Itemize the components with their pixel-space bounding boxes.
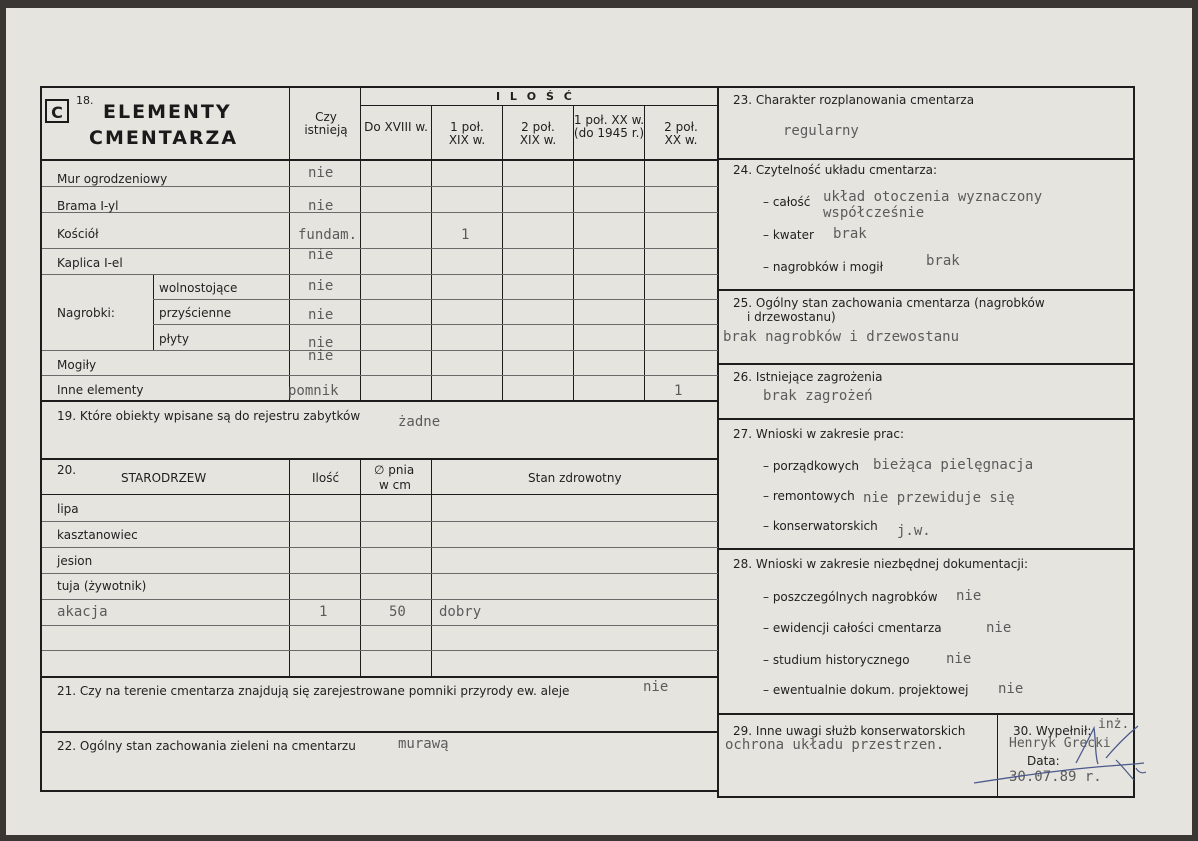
t18-head-1-xix: 1 poł. XIX w. xyxy=(448,120,486,147)
t18-col-3 xyxy=(502,105,503,400)
s20-head-cm: w cm xyxy=(379,478,411,492)
section-18-title-1: ELEMENTY xyxy=(103,101,232,123)
signature xyxy=(966,708,1156,798)
t18-col-2 xyxy=(431,105,432,400)
s24-bottom xyxy=(718,289,1135,291)
record-card xyxy=(6,8,1192,835)
s20-row-sep xyxy=(42,625,718,626)
s20-col-1 xyxy=(289,459,290,677)
t18-value-1-xix: 1 xyxy=(461,227,470,243)
t18-row-label: Kościół xyxy=(57,227,99,241)
t18-ilosc-subline xyxy=(360,105,718,106)
t18-czy-value: nie xyxy=(308,278,334,294)
s28-item-label: – poszczególnych nagrobków xyxy=(763,590,938,604)
s24-kwater-label: – kwater xyxy=(763,228,814,242)
frame-right xyxy=(1133,86,1135,798)
s20-akacja-stan: dobry xyxy=(439,604,482,620)
t18-nagrobki-label: Nagrobki: xyxy=(57,306,115,320)
s24-calosc-value-1: układ otoczenia wyznaczony xyxy=(823,189,1043,205)
t18-bottom xyxy=(40,400,718,402)
t18-czy-value: pomnik xyxy=(288,383,339,399)
s22-label: 22. Ogólny stan zachowania zieleni na cmentarzu xyxy=(57,739,356,753)
frame-bottom-left xyxy=(40,790,718,792)
t18-row-sep xyxy=(42,274,718,275)
s27-rem-value: nie przewiduje się xyxy=(863,490,1015,506)
t18-czy-value: nie xyxy=(308,198,334,214)
s23-value: regularny xyxy=(783,123,859,139)
section-letter-box: C xyxy=(45,99,69,123)
s26-value: brak zagrożeń xyxy=(763,388,873,404)
t18-row-sep xyxy=(42,186,718,187)
s30-name-2: Henryk Grecki xyxy=(1009,736,1111,751)
t18-row-label: Mogiły xyxy=(57,358,97,372)
t18-row-label: Kaplica I-el xyxy=(57,256,123,270)
s25-bottom xyxy=(718,363,1135,365)
s26-label: 26. Istniejące zagrożenia xyxy=(733,370,883,384)
t18-row-label: przyścienne xyxy=(159,306,232,320)
t18-row-sep xyxy=(42,375,718,376)
t18-label-split xyxy=(153,274,154,350)
s28-item-label: – ewentualnie dokum. projektowej xyxy=(763,683,969,697)
s28-item-label: – ewidencji całości cmentarza xyxy=(763,621,942,635)
t18-czy-value: nie xyxy=(308,307,334,323)
s24-nagrobkow-label: – nagrobków i mogił xyxy=(763,260,884,274)
t18-value-2-xx: 1 xyxy=(674,383,683,399)
s27-porz-label: – porządkowych xyxy=(763,459,859,473)
t18-row-label: Brama I-yl xyxy=(57,199,119,213)
s27-label: 27. Wnioski w zakresie prac: xyxy=(733,427,905,441)
t18-head-1-xx: 1 poł. XX w. (do 1945 r.) xyxy=(573,113,645,140)
s20-col-2 xyxy=(360,459,361,677)
s21-label: 21. Czy na terenie cmentarza znajdują się zarejestrowane pomniki przyrody ew. aleje xyxy=(57,684,570,698)
s19-bottom xyxy=(40,458,718,460)
t18-czy-value: nie xyxy=(308,335,334,351)
center-divider xyxy=(717,86,719,798)
s20-head-pnia: ∅ pnia xyxy=(374,463,415,477)
section-18-num: 18. xyxy=(76,94,94,107)
s21-value: nie xyxy=(643,679,669,695)
t18-czy-value: fundam. xyxy=(298,227,358,243)
s27-rem-label: – remontowych xyxy=(763,489,855,503)
t18-head-ilosc: I L O Ś Ć xyxy=(496,90,575,103)
s20-row-sep xyxy=(42,547,718,548)
s30-name-1: inż. xyxy=(1098,717,1130,732)
t18-row-sep xyxy=(42,350,718,351)
t18-row-label: Mur ogrodzeniowy xyxy=(57,172,168,186)
s20-head-stan: Stan zdrowotny xyxy=(528,471,622,485)
s24-calosc-value-2: współcześnie xyxy=(823,205,925,221)
section-18-title-2: CMENTARZA xyxy=(89,127,239,149)
s27-kons-value: j.w. xyxy=(897,523,931,539)
t18-col-czy-right xyxy=(360,86,361,400)
s24-calosc-label: – całość xyxy=(763,195,811,209)
s29-label: 29. Inne uwagi służb konserwatorskich xyxy=(733,724,966,738)
t18-row-sep xyxy=(42,248,718,249)
t18-czy-value: nie xyxy=(308,348,334,364)
s26-bottom xyxy=(718,418,1135,420)
s28-item-value: nie xyxy=(946,651,972,667)
t18-head-2-xix: 2 poł. XIX w. xyxy=(519,120,557,147)
s30-date-label: Data: xyxy=(1027,754,1060,768)
s20-bottom xyxy=(40,676,718,678)
s20-row-label: tuja (żywotnik) xyxy=(57,579,147,593)
s20-head-ilosc: Ilość xyxy=(312,471,340,485)
t18-col-4 xyxy=(573,105,574,400)
t18-col-czy-left xyxy=(289,86,290,400)
t18-row-label: płyty xyxy=(159,332,189,346)
t18-row-sep xyxy=(42,212,718,213)
s20-row-sep xyxy=(42,599,718,600)
t18-row-sep xyxy=(153,324,718,325)
s27-kons-label: – konserwatorskich xyxy=(763,519,878,533)
s20-row-label: jesion xyxy=(57,554,93,568)
s20-num: 20. xyxy=(57,463,77,477)
s19-label: 19. Które obiekty wpisane są do rejestru zabytków xyxy=(57,409,361,423)
s20-akacja-pnia: 50 xyxy=(389,604,406,620)
s20-col-3 xyxy=(431,459,432,677)
t18-czy-value: nie xyxy=(308,165,334,181)
s28-item-label: – studium historycznego xyxy=(763,653,910,667)
s28-item-value: nie xyxy=(956,588,982,604)
t18-col-5 xyxy=(644,105,645,400)
s25-label-2: i drzewostanu) xyxy=(747,310,836,324)
s28-item-value: nie xyxy=(986,620,1012,636)
s24-label: 24. Czytelność układu cmentarza: xyxy=(733,163,938,177)
s30-date-value: 30.07.89 r. xyxy=(1009,769,1102,785)
s20-row-label: kasztanowiec xyxy=(57,528,138,542)
s19-value: żadne xyxy=(398,414,441,430)
s20-row-sep xyxy=(42,573,718,574)
s21-bottom xyxy=(40,731,718,733)
s28-item-value: nie xyxy=(998,681,1024,697)
t18-head-2-xx: 2 poł. XX w. xyxy=(664,120,698,147)
t18-row-label: wolnostojące xyxy=(159,281,238,295)
t18-czy-value: nie xyxy=(308,247,334,263)
s20-akacja-ilosc: 1 xyxy=(319,604,328,620)
s20-row-label: akacja xyxy=(57,604,108,620)
t18-header-bottom xyxy=(40,159,718,161)
frame-top xyxy=(40,86,1134,88)
s24-nagrobkow-value: brak xyxy=(926,253,960,269)
s27-porz-value: bieżąca pielęgnacja xyxy=(873,457,1034,473)
t18-head-czy: Czy istnieją xyxy=(304,110,348,137)
s25-label-1: 25. Ogólny stan zachowania cmentarza (nagrobków xyxy=(733,296,1045,310)
s20-header-bottom xyxy=(40,494,718,495)
s20-row-label: lipa xyxy=(57,502,79,516)
t18-row-label: Inne elementy xyxy=(57,383,144,397)
s24-kwater-value: brak xyxy=(833,226,867,242)
s22-value: murawą xyxy=(398,736,449,752)
t18-row-sep xyxy=(153,299,718,300)
frame-left xyxy=(40,86,42,792)
s20-title: STARODRZEW xyxy=(121,471,207,485)
s20-row-sep xyxy=(42,521,718,522)
s23-bottom xyxy=(718,158,1135,160)
s23-label: 23. Charakter rozplanowania cmentarza xyxy=(733,93,975,107)
s20-row-sep xyxy=(42,650,718,651)
s28-label: 28. Wnioski w zakresie niezbędnej dokumentacji: xyxy=(733,557,1029,571)
s27-bottom xyxy=(718,548,1135,550)
s25-value: brak nagrobków i drzewostanu xyxy=(723,329,960,345)
s30-label: 30. Wypełnił: xyxy=(1013,724,1092,738)
t18-head-xviii: Do XVIII w. xyxy=(364,120,428,134)
s29-value: ochrona układu przestrzen. xyxy=(725,737,945,753)
